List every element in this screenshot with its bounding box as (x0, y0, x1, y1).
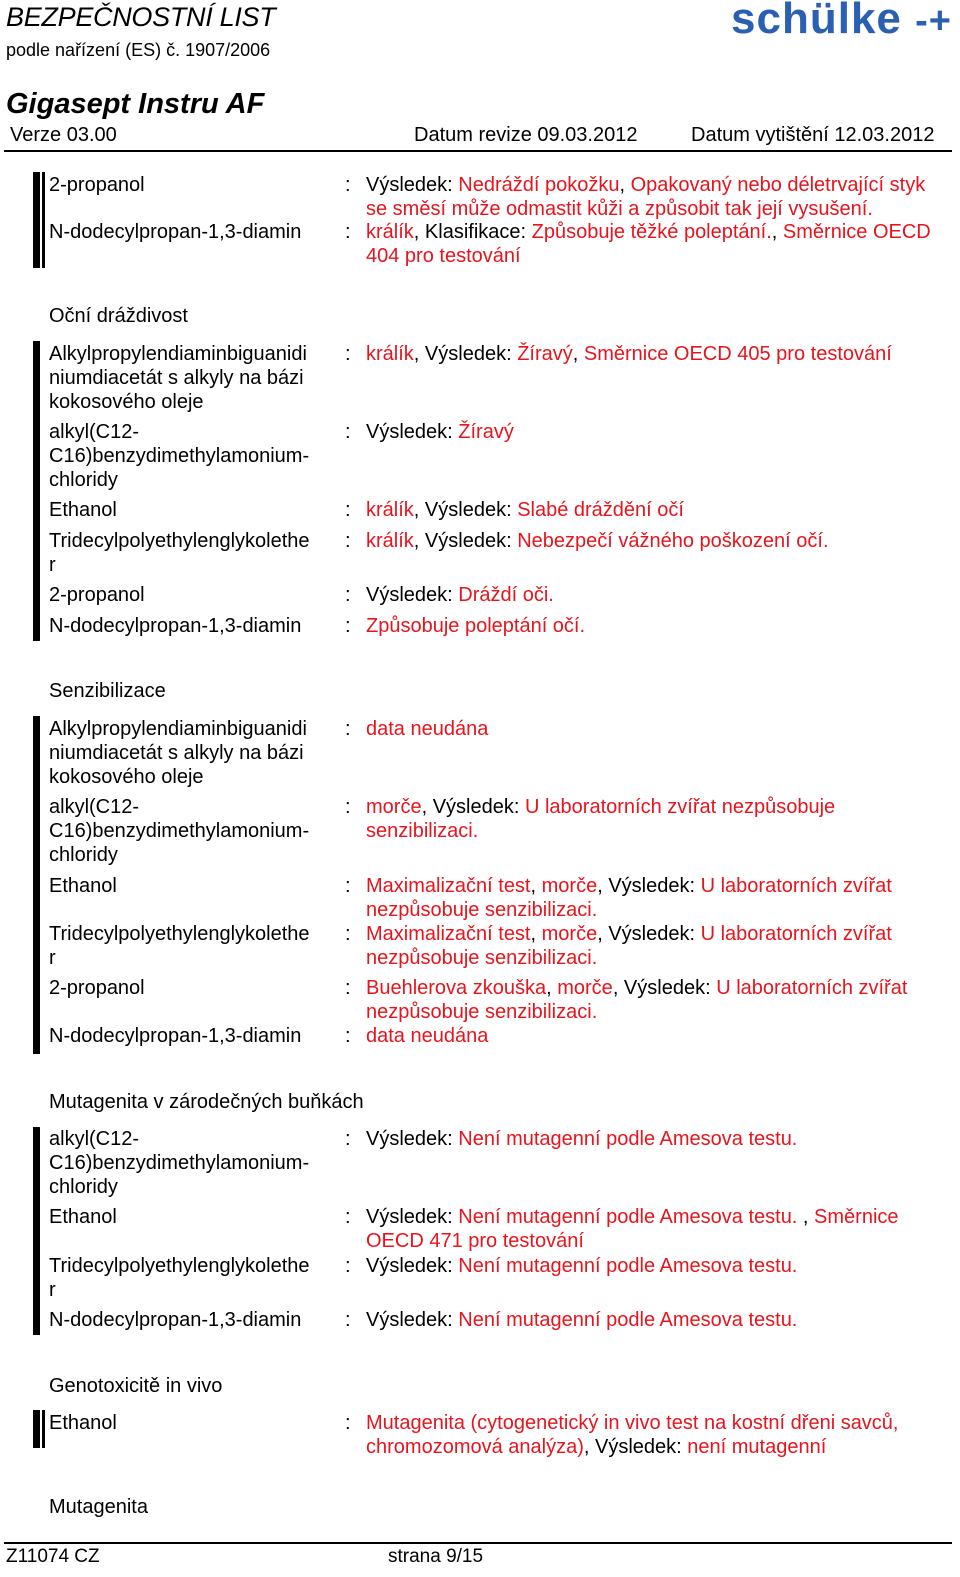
separator: : (345, 343, 351, 365)
section-title-genotoxicity: Genotoxicitě in vivo (49, 1375, 223, 1397)
result-value: Výsledek: Žíravý (366, 421, 514, 443)
document-title: BEZPEČNOSTNÍ LIST (6, 2, 276, 32)
change-bar (33, 1127, 40, 1335)
separator: : (345, 615, 351, 637)
substance-name: Alkylpropylendiaminbiguanidi niumdiacetát s alkyly na bázi kokosového oleje (49, 343, 307, 413)
separator: : (345, 1206, 351, 1228)
table-row (49, 795, 949, 867)
table-row (49, 583, 949, 607)
result-value: morče, Výsledek: U laboratorních zvířat nezpůsobuje senzibilizaci. (366, 796, 836, 842)
result-value: data neudána (366, 718, 489, 740)
change-bar (33, 341, 40, 641)
separator: : (345, 977, 351, 999)
substance-name: N-dodecylpropan-1,3-diamin (49, 1309, 302, 1331)
table-row (49, 874, 949, 922)
result-value: data neudána (366, 1025, 489, 1047)
separator: : (345, 1255, 351, 1277)
table-row (49, 342, 949, 414)
separator: : (345, 530, 351, 552)
table-row (49, 922, 949, 970)
substance-name: Ethanol (49, 1412, 117, 1434)
separator: : (345, 421, 351, 443)
result-value: králík, Klasifikace: Způsobuje těžké poleptání., Směrnice OECD 404 pro testování (366, 221, 931, 267)
result-value: Výsledek: Nedráždí pokožku, Opakovaný nebo déletrvající styk se směsí může odmastit kůži a způsobit tak její vysušení. (366, 174, 926, 220)
table-row (49, 173, 949, 221)
section-title-eye: Oční dráždivost (49, 305, 188, 327)
table-row (49, 1205, 949, 1253)
result-value: Maximalizační test, morče, Výsledek: U laboratorních zvířat nezpůsobuje senzibilizaci. (366, 923, 892, 969)
substance-name: Ethanol (49, 1206, 117, 1228)
table-row (49, 220, 949, 268)
revision-date: Datum revize 09.03.2012 (414, 124, 638, 146)
change-bar (33, 1410, 40, 1448)
section-title-mutagenicity: Mutagenita v zárodečných buňkách (49, 1091, 364, 1113)
result-value: Výsledek: Není mutagenní podle Amesova testu. (366, 1309, 798, 1331)
table-row (49, 614, 949, 638)
table-row (49, 498, 949, 522)
separator: : (345, 1128, 351, 1150)
regulation-subtitle: podle nařízení (ES) č. 1907/2006 (6, 40, 271, 60)
separator: : (345, 1309, 351, 1331)
result-value: Výsledek: Není mutagenní podle Amesova testu. (366, 1128, 798, 1150)
substance-name: Tridecylpolyethylenglykolethe r (49, 1255, 310, 1301)
substance-name: Ethanol (49, 875, 117, 897)
separator: : (345, 1412, 351, 1434)
substance-name: alkyl(C12- C16)benzydimethylamonium- chloridy (49, 421, 310, 491)
footer-divider (4, 1542, 952, 1544)
result-value: králík, Výsledek: Slabé dráždění očí (366, 499, 684, 521)
result-value: Buehlerova zkouška, morče, Výsledek: U laboratorních zvířat nezpůsobuje senzibilizaci. (366, 977, 908, 1023)
page-number: strana 9/15 (388, 1546, 484, 1567)
separator: : (345, 221, 351, 243)
section-title-mutagenita: Mutagenita (49, 1496, 148, 1518)
substance-name: 2-propanol (49, 977, 145, 999)
table-row (49, 1024, 949, 1048)
separator: : (345, 718, 351, 740)
change-bar (33, 716, 40, 1054)
table-row (49, 976, 949, 1024)
separator: : (345, 923, 351, 945)
print-date: Datum vytištění 12.03.2012 (691, 124, 935, 146)
table-row (49, 529, 949, 577)
substance-name: N-dodecylpropan-1,3-diamin (49, 221, 302, 243)
separator: : (345, 499, 351, 521)
brand-logo-text: schülke (731, 0, 902, 43)
table-row (49, 1127, 949, 1199)
brand-logo (731, 0, 952, 44)
result-value: Způsobuje poleptání očí. (366, 615, 586, 637)
substance-name: alkyl(C12- C16)benzydimethylamonium- chloridy (49, 1128, 310, 1198)
table-row (49, 1254, 949, 1302)
section-title-sensitization: Senzibilizace (49, 680, 166, 702)
separator: : (345, 584, 351, 606)
change-bar (42, 1410, 45, 1448)
result-value: králík, Výsledek: Nebezpečí vážného poškození očí. (366, 530, 829, 552)
table-row (49, 1411, 949, 1459)
header-divider (4, 150, 952, 152)
change-bar (33, 172, 40, 268)
substance-name: N-dodecylpropan-1,3-diamin (49, 615, 302, 637)
product-name: Gigasept Instru AF (6, 88, 265, 120)
substance-name: Tridecylpolyethylenglykolethe r (49, 530, 310, 576)
version-label: Verze 03.00 (10, 124, 117, 146)
document-code: Z11074 CZ (6, 1546, 100, 1567)
change-bar (42, 172, 45, 268)
separator: : (345, 174, 351, 196)
table-row (49, 1308, 949, 1332)
result-value: Mutagenita (cytogenetický in vivo test na kostní dřeni savců, chromozomová analýza), Výsledek: není mutagenní (366, 1412, 899, 1458)
table-row (49, 420, 949, 492)
substance-name: Ethanol (49, 499, 117, 521)
separator: : (345, 875, 351, 897)
result-value: Výsledek: Dráždí oči. (366, 584, 554, 606)
separator: : (345, 1025, 351, 1047)
result-value: králík, Výsledek: Žíravý, Směrnice OECD 405 pro testování (366, 343, 892, 365)
result-value: Maximalizační test, morče, Výsledek: U laboratorních zvířat nezpůsobuje senzibilizaci. (366, 875, 892, 921)
result-value: Výsledek: Není mutagenní podle Amesova testu. (366, 1255, 798, 1277)
substance-name: alkyl(C12- C16)benzydimethylamonium- chloridy (49, 796, 310, 866)
substance-name: N-dodecylpropan-1,3-diamin (49, 1025, 302, 1047)
brand-plus-icon: -+ (915, 0, 952, 42)
substance-name: Alkylpropylendiaminbiguanidi niumdiacetát s alkyly na bázi kokosového oleje (49, 718, 307, 788)
table-row (49, 717, 949, 789)
substance-name: Tridecylpolyethylenglykolethe r (49, 923, 310, 969)
substance-name: 2-propanol (49, 584, 145, 606)
separator: : (345, 796, 351, 818)
substance-name: 2-propanol (49, 174, 145, 196)
result-value: Výsledek: Není mutagenní podle Amesova testu. , Směrnice OECD 471 pro testování (366, 1206, 899, 1252)
